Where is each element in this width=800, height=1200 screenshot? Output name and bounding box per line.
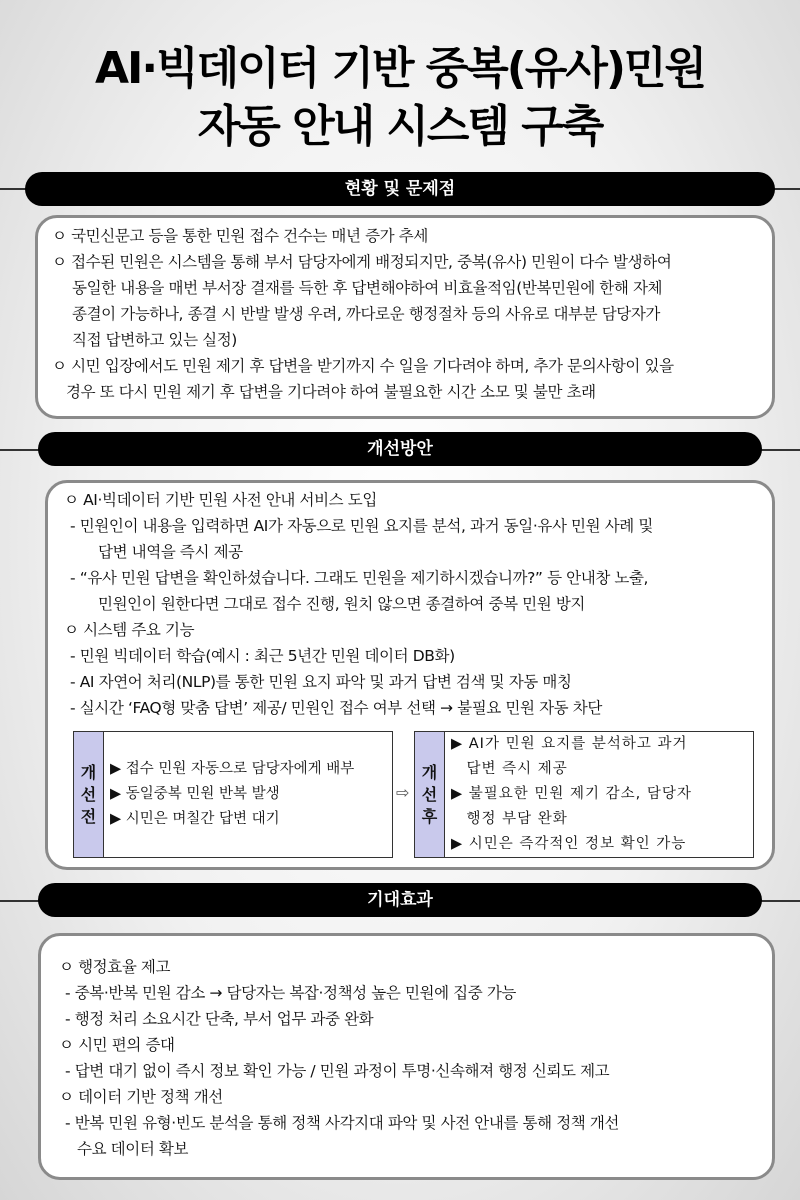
after-table [414, 731, 754, 858]
before-item: ▶ 동일중복 민원 반복 발생 [110, 786, 280, 802]
text-line: 답변 내역을 즉시 제공 [98, 543, 243, 561]
title-line-1: AI·빅데이터 기반 중복(유사)민원 [94, 43, 706, 94]
text-line: 동일한 내용을 매번 부서장 결재를 득한 후 답변해야하여 비효율적임(반복민원에 한해 자체 [72, 279, 663, 297]
text-line: ㅇ 행정효율 제고 [59, 958, 171, 976]
text-line: 종결이 가능하나, 종결 시 반발 발생 우려, 까다로운 행정절차 등의 사유로 대부분 담당자가 [72, 305, 661, 323]
text-line: ㅇ 시민 편의 증대 [59, 1036, 175, 1054]
before-label [74, 732, 104, 857]
text-line: ㅇ 국민신문고 등을 통한 민원 접수 건수는 매년 증가 추세 [52, 227, 428, 245]
label-char: 선 [80, 784, 97, 804]
before-table [73, 731, 393, 858]
text-line: ㅇ 시민 입장에서도 민원 제기 후 답변을 받기까지 수 일을 기다려야 하며, 추가 문의사항이 있을 [52, 357, 674, 375]
text-line: - “유사 민원 답변을 확인하셨습니다. 그래도 민원을 제기하시겠습니까?” 등 안내창 노출, [70, 569, 649, 587]
after-item: ▶ 시민은 즉각적인 정보 확인 가능 [451, 836, 687, 852]
text-line: 직접 답변하고 있는 실정) [72, 331, 237, 349]
text-line: - 실시간 ‘FAQ형 맞춤 답변’ 제공/ 민원인 접수 여부 선택 → 불필요 민원 자동 차단 [70, 699, 602, 717]
after-item: ▶ 불필요한 민원 제기 감소, 담당자 [451, 786, 692, 802]
text-line: ㅇ 접수된 민원은 시스템을 통해 부서 담당자에게 배정되지만, 중복(유사) 민원이 다수 발생하여 [52, 253, 672, 271]
text-line: - AI 자연어 처리(NLP)를 통한 민원 요지 파악 및 과거 답변 검색 및 자동 매칭 [70, 673, 572, 691]
before-item: ▶ 접수 민원 자동으로 담당자에게 배부 [110, 761, 355, 777]
label-char: 선 [421, 784, 438, 804]
after-item: 행정 부담 완화 [451, 811, 568, 827]
text-line: ㅇ 데이터 기반 정책 개선 [59, 1088, 223, 1106]
before-item: ▶ 시민은 며칠간 답변 대기 [110, 811, 280, 827]
after-label [415, 732, 445, 857]
effect-box [38, 933, 775, 1180]
after-item: ▶ AI가 민원 요지를 분석하고 과거 [451, 736, 688, 752]
after-item: 답변 즉시 제공 [451, 761, 568, 777]
label-char: 개 [80, 762, 97, 782]
text-line: - 민원 빅데이터 학습(예시 : 최근 5년간 민원 데이터 DB화) [70, 647, 455, 665]
text-line: 경우 또 다시 민원 제기 후 답변을 기다려야 하여 불필요한 시간 소모 및 불만 초래 [66, 383, 596, 401]
section-header-improve: 개선방안 [38, 432, 762, 466]
label-char: 전 [80, 806, 97, 826]
text-line: - 답변 대기 없이 즉시 정보 확인 가능 / 민원 과정이 투명·신속해져 행정 신뢰도 제고 [65, 1062, 610, 1080]
section-header-effect: 기대효과 [38, 883, 762, 917]
section-header-status: 현황 및 문제점 [25, 172, 775, 206]
text-line: - 행정 처리 소요시간 단축, 부서 업무 과중 완화 [65, 1010, 374, 1028]
text-line: - 중복·반복 민원 감소 → 담당자는 복잡·정책성 높은 민원에 집중 가능 [65, 984, 517, 1002]
text-line: ㅇ 시스템 주요 기능 [64, 621, 195, 639]
text-line: ㅇ AI·빅데이터 기반 민원 사전 안내 서비스 도입 [64, 491, 377, 509]
label-char: 개 [421, 762, 438, 782]
label-char: 후 [421, 806, 438, 826]
status-box [35, 215, 775, 419]
text-line: 수요 데이터 확보 [77, 1140, 189, 1158]
arrow-right-icon: ⇨ [396, 783, 410, 802]
title-line-2: 자동 안내 시스템 구축 [197, 101, 603, 152]
text-line: 민원인이 원한다면 그대로 접수 진행, 원치 않으면 종결하여 중복 민원 방지 [98, 595, 585, 613]
text-line: - 반복 민원 유형·빈도 분석을 통해 정책 사각지대 파악 및 사전 안내를 통해 정책 개선 [65, 1114, 620, 1132]
text-line: - 민원인이 내용을 입력하면 AI가 자동으로 민원 요지를 분석, 과거 동일·유사 민원 사례 및 [70, 517, 653, 535]
